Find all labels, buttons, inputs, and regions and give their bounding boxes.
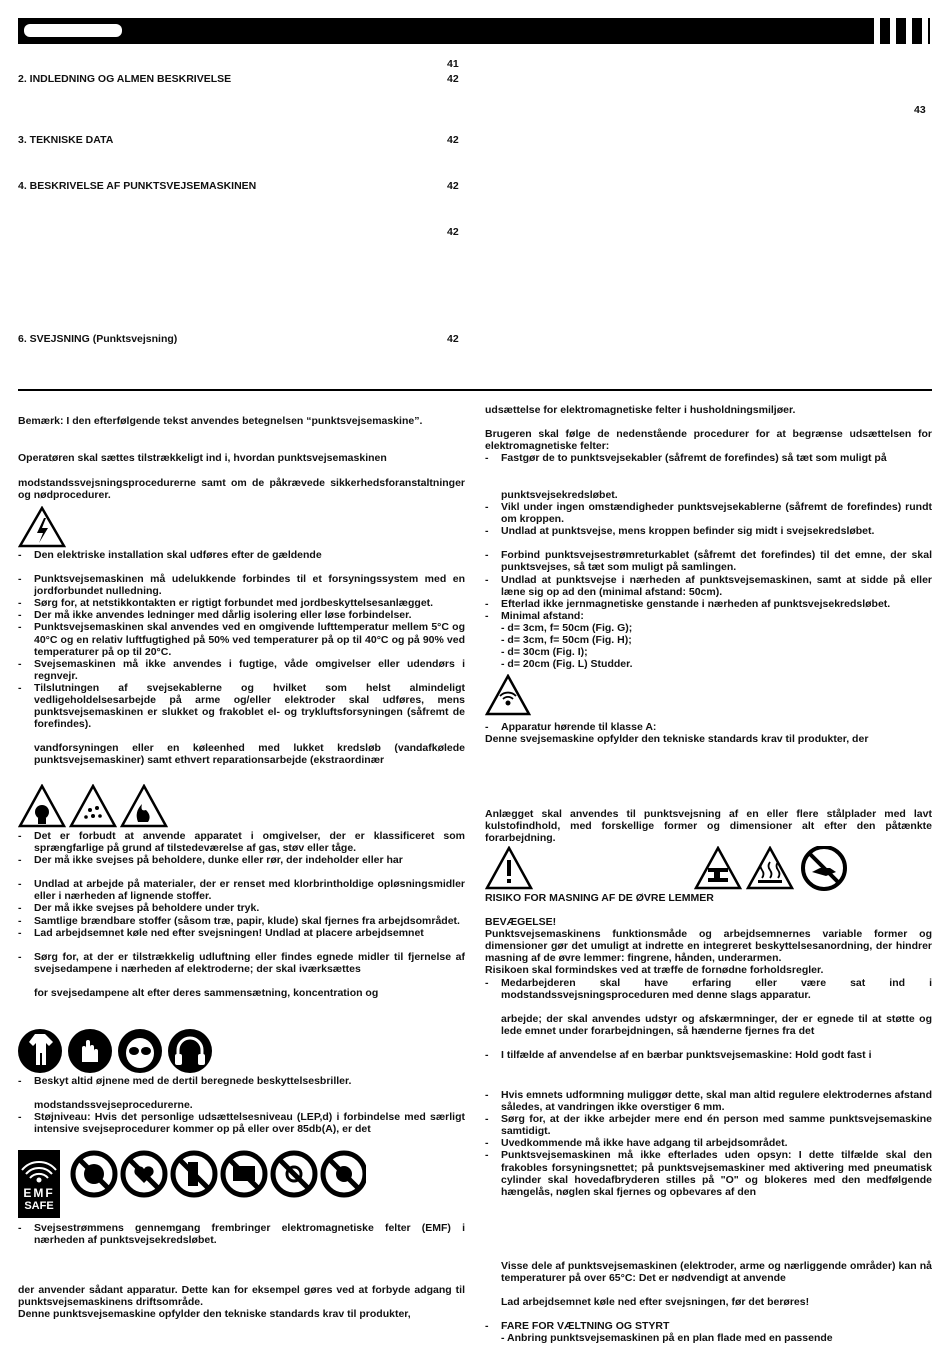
list-item: Apparatur hørende til klasse A: [501, 721, 657, 733]
list-item: Vikl under ingen omstændigheder punktsvejsekablerne (såfremt de forefindes) rundt om kroppen. [501, 501, 932, 526]
toc-page-number: 42 [447, 226, 459, 238]
ppe-safety-list: - Beskyt altid øjnene med de dertil beregnede beskyttelsesbriller. modstandssvejseprocedurerne. - Støjniveau: Hvis det personlige udsættelsesniveau (LEP,d) i forbindelse med særligt intensive svejseprocedurer kommer op på eller over 85db(A), er det [18, 1075, 465, 1136]
electric-hazard-icon [18, 506, 66, 548]
toc-page-number: 42 [447, 134, 459, 146]
list-item-continuation: punktsvejsekredsløbet. [501, 489, 618, 501]
list-item: Sørg for, at netstikkontakten er rigtigt forbundet med jordbeskyttelsesanlægget. [34, 597, 434, 610]
ppe-icons [18, 1028, 214, 1074]
explosion-hazard-icon [20, 786, 64, 826]
toc-entry-description[interactable]: 4. BESKRIVELSE AF PUNKTSVEJSEMASKINEN [18, 180, 257, 192]
toc-entry-welding[interactable]: 6. SVEJSNING (Punktsvejsning) [18, 333, 178, 345]
paragraph-text: Punktsvejsemaskinens funktionsmåde og arbejdsemnernes variable former og dimensioner gør det umuligt at indrette en integreret beskyttelsesanordning, der hindrer masning af de øvre lemmer: fingrene, hånden, underarmen. [485, 928, 932, 965]
distance-item: - d= 30cm (Fig. I); [501, 646, 588, 659]
list-item: Svejsemaskinen må ikke anvendes i fugtige, våde omgivelser eller udendørs i regnvejr. [34, 657, 465, 682]
list-item: Uvedkommende må ikke have adgang til arbejdsområdet. [501, 1137, 788, 1150]
list-item: Sørg for, at der er tilstrækkelig udluftning eller findes egnede midler til fjernelse af svejsedampene i nærheden af elektroderne; der skal iværksættes [34, 950, 465, 975]
general-warning-icon [485, 846, 533, 890]
list-item-continuation: vandforsyningen eller en køleenhed med lukket kredsløb (vandafkølede punktsvejsemaskiner) samt ethvert reparationsarbejde (ekstraordinær [34, 742, 465, 767]
electrical-safety-list: - Den elektriske installation skal udføres efter de gældende - Punktsvejsemaskinen må udelukkende forbindes til et forsyningssystem med en jordforbundet nulledning. - Sørg for, at netstikkontakten er rigtigt forbundet med jordbeskyttelsesanlægget. - Der må ikke anvendes ledninger med dårlig isolering eller løse forbindelser. - Punktsvejsemaskinen skal anvendes ved en omgivende lufttemperatur mellem 5°C og 40°C og en relativ luftfugtighed på 50% ved temperaturer på op til 40°C og på 90% ved temperaturer på op til 20°C. - Svejsemaskinen må ikke anvendes i fugtige, våde omgivelser eller udendørs i regnvejr. - Tilslutningen af svejsekablerne og hvilket som helst almindeligt vedligeholdelsesarbejde på arme og/eller elektroder skal udføres, mens punktsvejsemaskinen er slukket og frakoblet el- og trykluftsforsyningen (såfremt de forefindes). vandforsyningen eller en køleenhed med lukket kredsløb (vandafkølede punktsvejsemaskiner) samt ethvert reparationsarbejde (ekstraordinær [18, 549, 465, 767]
crushing-heat-hazard-icons [694, 846, 850, 892]
header-bar [18, 18, 930, 44]
operator-paragraph: Operatøren skal sættes tilstrækkeligt ind i, hvordan punktsvejsemaskinen [18, 452, 387, 464]
section-heading: BEVÆGELSE! [485, 916, 557, 929]
emf-text: Denne punktsvejsemaskine opfylder den tekniske standards krav til produkter, [18, 1308, 411, 1321]
list-item-continuation: arbejde; der skal anvendes udstyr og afskærmninger, der er egnede til at støtte og lede emnet under forarbejdningen, så hænderne fjernes fra det [501, 1012, 932, 1037]
emf-radiation-icon [485, 674, 531, 716]
list-item: Fastgør de to punktsvejsekabler (såfremt de forefindes) så tæt som muligt på [501, 452, 887, 465]
emf-procedures-list: punktsvejsekredsløbet. - Vikl under ingen omstændigheder punktsvejsekablerne (såfremt de forefindes) rundt om kroppen. - Undlad at punktsvejse, mens kroppen befinder sig midt i svejsekredsløbet. - Forbind punktsvejsestrømreturkablet (såfremt det forefindes) til det emne, der skal punktsvejses, så tæt som muligt på samlingen. - Undlad at punktsvejse i nærheden af punktsvejsemaskinen, samt at sidde på eller læne sig op ad den (minimal afstand: 50cm). - Efterlad ikke jernmagnetiske genstande i nærheden af punktsvejsekredsløbet. - Minimal afstand: - d= 3cm, f= 50cm (Fig. G); - d= 3cm, f= 50cm (Fig. H); - d= 30cm (Fig. I); - d= 20cm (Fig. L) Studder. [485, 489, 932, 671]
note-paragraph: Bemærk: I den efterfølgende tekst anvendes betegnelsen “punktsvejsemaskine”. [18, 415, 423, 427]
list-item: Punktsvejsemaskinen må udelukkende forbindes til et forsyningssystem med en jordforbundet nulledning. [34, 573, 465, 598]
paragraph-text: udsættelse for elektromagnetiske felter i husholdningsmiljøer. [485, 404, 796, 416]
list-item-continuation: modstandssvejseprocedurerne. [34, 1099, 193, 1112]
toc-page-number: 43 [914, 104, 926, 116]
header-stripe [922, 18, 928, 44]
safe-label: SAFE [24, 1200, 54, 1212]
distance-item: - d= 3cm, f= 50cm (Fig. G); [501, 621, 633, 634]
toc-page-number: 42 [447, 180, 459, 192]
fire-safety-list: - Det er forbudt at anvende apparatet i omgivelser, der er klassificeret som sprængfarlige på grund af tilstedeværelse af gas, støv eller tåge. - Der må ikke svejses på beholdere, dunke eller rør, der indeholder eller har - Undlad at arbejde på materialer, der er renset med klorbrintholdige opløsningsmidler eller i nærheden af lignende stoffer. - Der må ikke svejses på beholdere under tryk. - Samtlige brændbare stoffer (såsom træ, papir, klude) skal fjernes fra arbejdsområdet. - Lad arbejdsemnet køle ned efter svejsningen! Undlad at placere arbejdsemnet - Sørg for, at der er tilstrækkelig udluftning eller findes egnede midler til fjernelse af svejsedampene i nærheden af elektroderne; der skal iværksættes for svejsedampene alt efter deres sammensætning, koncentration og [18, 830, 465, 999]
no-metal-objects-icon [323, 1153, 365, 1195]
distance-item: - d= 20cm (Fig. L) Studder. [501, 658, 633, 671]
no-hand-icon [73, 1153, 115, 1195]
list-item: Undlad at arbejde på materialer, der er renset med klorbrintholdige opløsningsmidler eller i nærheden af lignende stoffer. [34, 878, 465, 903]
list-item: Samtlige brændbare stoffer (såsom træ, papir, klude) skal fjernes fra arbejdsområdet. [34, 914, 460, 927]
no-magnetic-card-icon [223, 1153, 265, 1195]
list-item: Sørg for, at der ikke arbejder mere end én person med samme punktsvejsemaskine samtidigt. [501, 1113, 932, 1138]
fire-explosion-hazard-icons [18, 784, 168, 828]
ear-protection-icon [168, 1029, 212, 1073]
no-touch-icon [803, 847, 845, 889]
flammable-hazard-icon [122, 786, 166, 826]
list-item: Den elektriske installation skal udføres efter de gældende [34, 549, 322, 561]
hot-surface-icon [748, 848, 792, 888]
paragraph-text: Brugeren skal følge de nedenstående procedurer for at begrænse udsættelsen for elektromagnetiske felter: [485, 428, 932, 453]
emf-warning-icons [18, 1150, 366, 1220]
operating-safety-list: - Hvis emnets udformning muliggør dette, skal man altid regulere elektrodernes afstand således, at vandringen ikke overstiger 6 mm. - Sørg for, at der ikke arbejder mere end én person med samme punktsvejsemaskine samtidigt. - Uvedkommende må ikke have adgang til arbejdsområdet. - Punktsvejsemaskinen må ikke efterlades uden opsyn: I dette tilfælde skal den frakobles forsyningsnettet; på punktsvejsemaskiner med aktivering med pneumatisk cylinder skal hovedafbryderen stilles på "O" og blokeres med den medfølgende hængelås, nøglen skal fjernes og opbevares af den [485, 1089, 932, 1198]
emf-paragraph [18, 1284, 465, 1320]
section-heading: RISIKO FOR MASNING AF DE ØVRE LEMMER [485, 892, 714, 904]
no-metal-implant-icon [173, 1153, 215, 1195]
list-item: Punktsvejsemaskinen skal anvendes ved en omgivende lufttemperatur mellem 5°C og 40°C og en relativ luftfugtighed på 50% ved temperaturer på op til 40°C og på 90% ved temperaturer på op til 20°C. [34, 621, 465, 658]
emf-continued-paragraph: udsættelse for elektromagnetiske felter i husholdningsmiljøer. Brugeren skal følge de nedenstående procedurer for at begrænse udsættelsen for elektromagnetiske felter: - Fastgør de to punktsvejsekabler (såfremt de forefindes) så tæt som muligt på [485, 404, 932, 465]
intended-use-paragraph: Anlægget skal anvendes til punktsvejsning af en eller flere stålplader med lavt kulstofindhold, med forskellige former og dimensioner alt efter den påtænkte forarbejdning. [485, 808, 932, 845]
goggles-icon [118, 1029, 162, 1073]
protective-clothing-icon [18, 1029, 62, 1073]
list-item: Hvis emnets udformning muliggør dette, skal man altid regulere elektrodernes afstand således, at vandringen ikke overstiger 6 mm. [501, 1089, 932, 1114]
list-item: Tilslutningen af svejsekablerne og hvilket som helst almindeligt vedligeholdelsesarbejde på arme og/eller elektroder skal udføres, mens punktsvejsemaskinen er slukket og frakoblet el- og trykluftsforsyningen (såfremt de forefindes). [34, 681, 465, 731]
emf-label: EMF [23, 1186, 55, 1200]
distance-item: - d= 3cm, f= 50cm (Fig. H); [501, 634, 632, 647]
header-label-pill [24, 24, 122, 37]
toc-entry-introduction[interactable]: 2. INDLEDNING OG ALMEN BESKRIVELSE [18, 73, 232, 85]
section-divider [18, 389, 932, 391]
list-item: Forbind punktsvejsestrømreturkablet (såfremt det forefindes) til det emne, der skal punktsvejses, så tæt som muligt på samlingen. [501, 549, 932, 574]
class-a-section: - Apparatur hørende til klasse A: Denne svejsemaskine opfylder den tekniske standards krav til produkter, der [485, 721, 932, 745]
list-item: Der må ikke anvendes ledninger med dårlig isolering eller løse forbindelser. [34, 609, 412, 622]
crushing-risk-section: RISIKO FOR MASNING AF DE ØVRE LEMMER BEVÆGELSE! Punktsvejsemaskinens funktionsmåde og arbejdsemnernes variable former og dimensioner gør det umuligt at indrette en integreret beskyttelsesanordning, der hindrer masning af de øvre lemmer: fingrene, hånden, underarmen. Risikoen skal formindskes ved at træffe de fornødne forholdsregler. - Medarbejderen skal have erfaring eller være sat ind i modstandssvejsningsproceduren med denne slags apparatur. arbejde; der skal anvendes udstyr og afskærmninger, der er egnede til at støtte og lede emnet under forarbejdningen, så hænderne fjernes fra det - I tilfælde af anvendelse af en bærbar punktsvejsemaskine: Hold godt fast i [485, 892, 932, 1061]
emf-safety-list: - Svejsestrømmens gennemgang frembringer elektromagnetiske felter (EMF) i nærheden af punktsvejsekredsløbet. [18, 1222, 465, 1247]
dust-hazard-icon [71, 786, 115, 826]
section-heading: FARE FOR VÆLTNING OG STYRT [501, 1320, 670, 1333]
emf-text: der anvender sådant apparatur. Dette kan for eksempel gøres ved at forbyde adgang til punktsvejsemaskinens driftsområde. [18, 1284, 465, 1309]
list-item: Svejsestrømmens gennemgang frembringer elektromagnetiske felter (EMF) i nærheden af punktsvejsekredsløbet. [34, 1222, 465, 1247]
paragraph-text: Denne svejsemaskine opfylder den tekniske standards krav til produkter, der [485, 733, 869, 746]
header-stripe [906, 18, 912, 44]
list-item: Lad arbejdsemnet køle ned efter svejsningen! Undlad at placere arbejdsemnet [34, 926, 424, 939]
list-item-continuation: for svejsedampene alt efter deres sammensætning, koncentration og [34, 986, 379, 999]
paragraph-text: Visse dele af punktsvejsemaskinen (elektroder, arme og nærliggende områder) kan nå temperaturer på over 65°C: Det er nødvendigt at anvende [501, 1260, 932, 1285]
list-item: Støjniveau: Hvis det personlige udsættelsesniveau (LEP,d) i forbindelse med særligt intensive svejseprocedurer kommer op på eller over 85db(A), er det [34, 1111, 465, 1136]
list-item: Medarbejderen skal have erfaring eller være sat ind i modstandssvejsningsproceduren med denne slags apparatur. [501, 976, 932, 1001]
list-item: Efterlad ikke jernmagnetiske genstande i nærheden af punktsvejsekredsløbet. [501, 597, 891, 610]
hot-parts-section: Visse dele af punktsvejsemaskinen (elektroder, arme og nærliggende områder) kan nå temperaturer på over 65°C: Det er nødvendigt at anvende Lad arbejdsemnet køle ned efter svejsningen, før det berøres! - FARE FOR VÆLTNING OG STYRT - Anbring punktsvejsemaskinen på en plan flade med en passende [485, 1260, 932, 1345]
operator-paragraph-cont: modstandssvejsningsprocedurerne samt om de påkrævede sikkerhedsforanstaltninger og nødprocedurer. [18, 477, 465, 502]
gloves-icon [68, 1029, 112, 1073]
paragraph-text: Lad arbejdsemnet køle ned efter svejsningen, før det berøres! [501, 1296, 810, 1309]
list-item: Det er forbudt at anvende apparatet i omgivelser, der er klassificeret som sprængfarlige på grund af tilstedeværelse af gas, støv eller tåge. [34, 830, 465, 855]
list-item: Der må ikke svejses på beholdere under tryk. [34, 902, 260, 915]
toc-page-number: 41 [447, 58, 459, 70]
toc-page-number: 42 [447, 73, 459, 85]
list-item: Beskyt altid øjnene med de dertil beregnede beskyttelsesbriller. [34, 1075, 352, 1087]
toc-page-number: 42 [447, 333, 459, 345]
list-item: Undlad at punktsvejse i nærheden af punktsvejsemaskinen, samt at sidde på eller læne sig op ad den (minimal afstand: 50cm). [501, 573, 932, 598]
list-item: Minimal afstand: [501, 609, 584, 622]
list-item: Punktsvejsemaskinen må ikke efterlades uden opsyn: I dette tilfælde skal den frakobles forsyningsnettet; på punktsvejsemaskiner med aktivering med pneumatisk cylinder skal hovedafbryderen stilles på "O" og blokeres med den medfølgende hængelås, nøglen skal fjernes og opbevares af den [501, 1149, 932, 1198]
list-item: Der må ikke svejses på beholdere, dunke eller rør, der indeholder eller har [34, 854, 403, 867]
header-stripe [874, 18, 880, 44]
no-watch-icon [273, 1153, 315, 1195]
header-stripe [890, 18, 896, 44]
paragraph-text: Risikoen skal formindskes ved at træffe de fornødne forholdsregler. [485, 964, 824, 977]
list-item: - Anbring punktsvejsemaskinen på en plan flade med en passende [501, 1332, 833, 1345]
crushing-hazard-icon [696, 848, 740, 888]
toc-entry-technical-data[interactable]: 3. TEKNISKE DATA [18, 134, 114, 146]
list-item: I tilfælde af anvendelse af en bærbar punktsvejsemaskine: Hold godt fast i [501, 1048, 872, 1061]
no-pacemaker-icon [123, 1153, 165, 1195]
list-item: Undlad at punktsvejse, mens kroppen befinder sig midt i svejsekredsløbet. [501, 525, 875, 538]
